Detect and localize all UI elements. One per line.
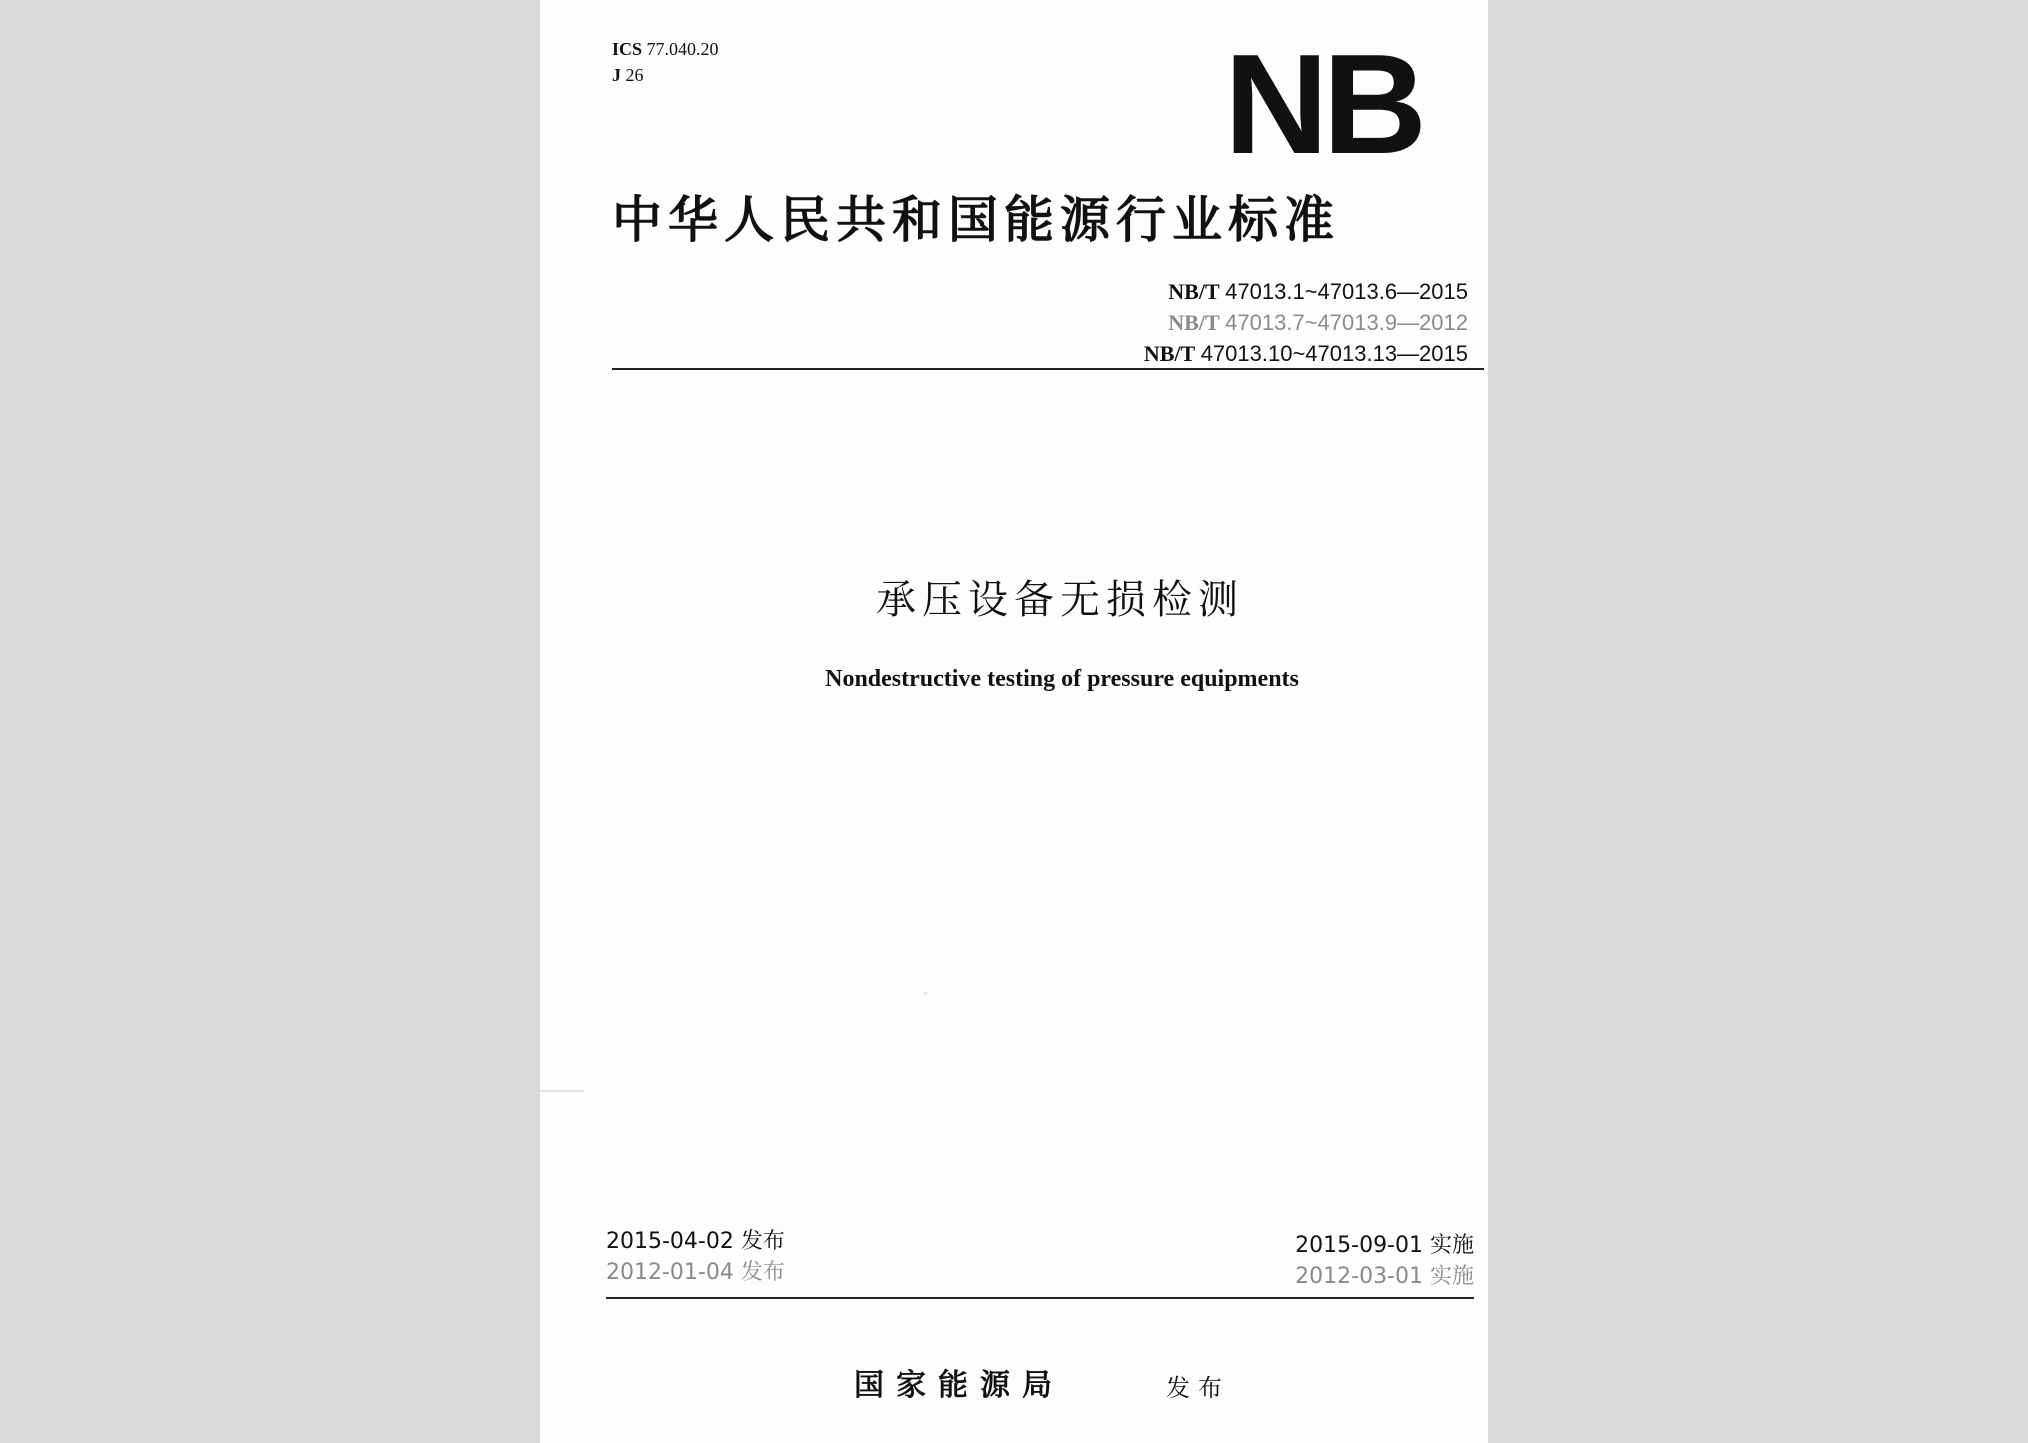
code-number: 47013.1~47013.6—2015 <box>1225 279 1468 304</box>
standard-code-1 <box>1144 276 1468 307</box>
nb-logo: NB <box>1224 25 1421 184</box>
publish-label: 发布 <box>1166 1374 1230 1402</box>
classification-block <box>612 36 719 88</box>
issue-date-current: 2015-04-02 发布 <box>606 1229 785 1254</box>
standard-code-3 <box>1144 338 1468 369</box>
standard-code-2 <box>1144 307 1468 338</box>
class-label: J <box>612 65 621 85</box>
publisher-name: 国家能源局 <box>854 1368 1064 1403</box>
issue-date-previous: 2012-01-04 发布 <box>606 1260 785 1285</box>
effective-dates <box>1295 1230 1474 1292</box>
ics-label: ICS <box>612 39 643 59</box>
document-title-chinese: 承压设备无损检测 <box>876 577 1244 623</box>
ics-value: 77.040.20 <box>646 39 719 59</box>
code-number: 47013.10~47013.13—2015 <box>1200 341 1468 366</box>
code-number: 47013.7~47013.9—2012 <box>1225 310 1468 335</box>
code-prefix: NB/T <box>1168 279 1220 304</box>
issue-dates <box>606 1226 785 1288</box>
standard-codes <box>1144 276 1468 369</box>
standard-cover-page <box>540 0 1488 1443</box>
document-title-english: Nondestructive testing of pressure equipments <box>825 666 1299 692</box>
scan-artifact <box>924 992 927 995</box>
code-prefix: NB/T <box>1143 341 1196 366</box>
class-code <box>612 62 719 88</box>
bottom-divider <box>606 1297 1474 1299</box>
ics-code <box>612 36 719 62</box>
top-divider <box>612 368 1484 370</box>
standard-type-heading: 中华人民共和国能源行业标准 <box>612 191 1340 249</box>
scan-artifact <box>540 1090 584 1092</box>
effective-date-current: 2015-09-01 实施 <box>1295 1233 1474 1258</box>
code-prefix: NB/T <box>1168 310 1220 335</box>
effective-date-previous: 2012-03-01 实施 <box>1295 1264 1474 1289</box>
class-value: 26 <box>625 65 644 85</box>
